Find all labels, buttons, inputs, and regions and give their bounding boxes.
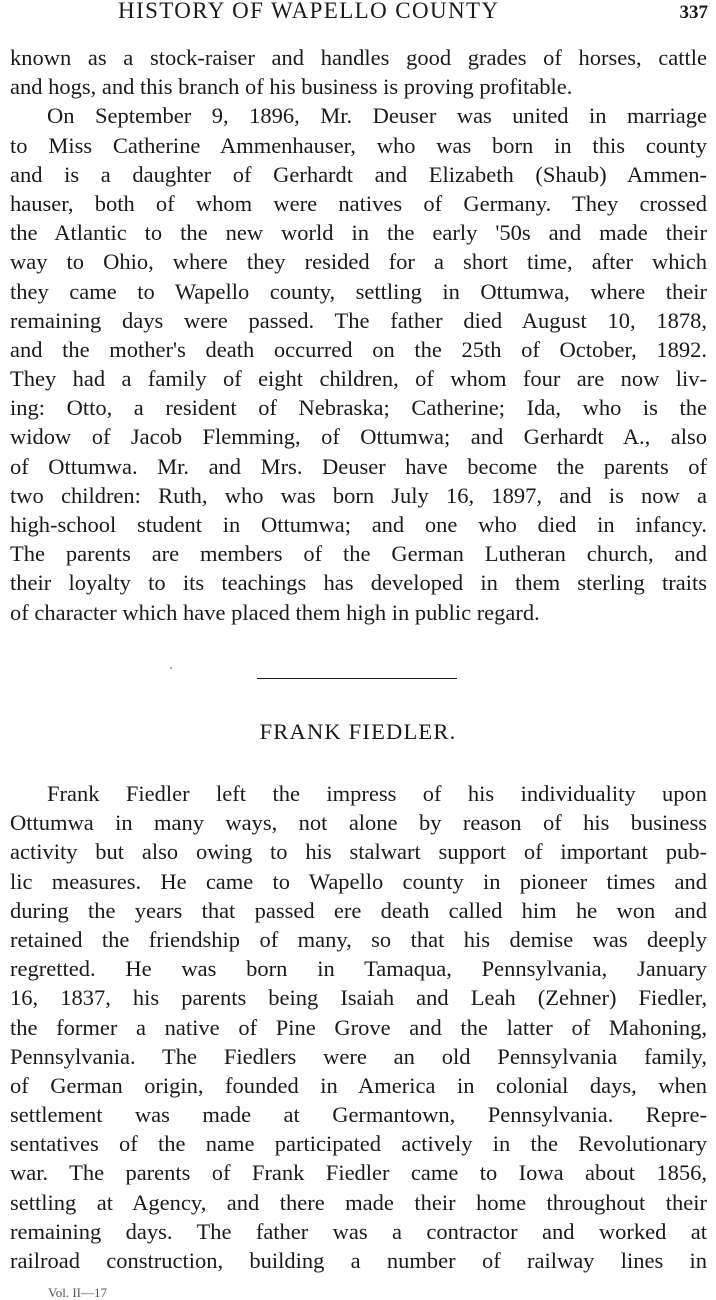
text-line: their loyalty to its teachings has developed in them sterling traits (10, 570, 707, 596)
text-line: lic measures. He came to Wapello county in pioneer times and (10, 868, 707, 894)
text-line: remaining days. The father was a contractor and worked at (10, 1218, 707, 1244)
text-line: Ottumwa in many ways, not alone by reason of his business (10, 810, 707, 836)
page-number: 337 (679, 2, 708, 23)
text-line: 16, 1837, his parents being Isaiah and Leah (Zehner) Fiedler, (10, 985, 707, 1011)
text-line: widow of Jacob Flemming, of Ottumwa; and Gerhardt A., also (10, 424, 707, 450)
text-line: hauser, both of whom were natives of Germany. They crossed (10, 190, 707, 216)
text-line: of Ottumwa. Mr. and Mrs. Deuser have become the parents of (10, 453, 707, 479)
print-speck (170, 667, 172, 669)
text-line: war. The parents of Frank Fiedler came to Iowa about 1856, (10, 1160, 707, 1186)
text-line: during the years that passed ere death called him he won and (10, 897, 707, 923)
text-line: to Miss Catherine Ammenhauser, who was born in this county (10, 132, 707, 158)
text-line: of character which have placed them high in public regard. (10, 599, 540, 625)
section-heading: FRANK FIEDLER. (259, 719, 457, 744)
text-line: of German origin, founded in America in colonial days, when (10, 1072, 707, 1098)
text-line: regretted. He was born in Tamaqua, Pennsylvania, January (10, 956, 707, 982)
text-line: and is a daughter of Gerhardt and Elizabeth (Shaub) Ammen- (10, 161, 707, 187)
text-line: They had a family of eight children, of whom four are now liv- (10, 366, 707, 392)
text-line: high-school student in Ottumwa; and one who died in infancy. (10, 512, 707, 537)
text-line: On September 9, 1896, Mr. Deuser was united in marriage (47, 103, 707, 129)
fiedler-biography (10, 779, 707, 1275)
text-line: way to Ohio, where they resided for a short time, after which (10, 249, 707, 275)
text-line: retained the friendship of many, so that his demise was deeply (10, 926, 707, 952)
text-line: they came to Wapello county, settling in Ottumwa, where their (10, 278, 707, 304)
signature-mark: Vol. II—17 (48, 1285, 107, 1300)
text-line: two children: Ruth, who was born July 16, 1897, and is now a (10, 482, 707, 508)
text-line: The parents are members of the German Lutheran church, and (10, 541, 707, 567)
text-line: and hogs, and this branch of his business is proving profitable. (10, 74, 573, 100)
text-line: the former a native of Pine Grove and the latter of Mahoning, (10, 1014, 707, 1040)
text-line: Frank Fiedler left the impress of his individuality upon (47, 781, 707, 806)
text-line: known as a stock-raiser and handles good grades of horses, cattle (10, 45, 707, 70)
text-line: ing: Otto, a resident of Nebraska; Catherine; Ida, who is the (10, 395, 707, 421)
text-line: sentatives of the name participated actively in the Revolutionary (10, 1131, 707, 1157)
text-line: settling at Agency, and there made their home throughout their (10, 1189, 707, 1215)
running-title: HISTORY OF WAPELLO COUNTY (118, 0, 500, 23)
text-line: the Atlantic to the new world in the early '50s and made their (10, 220, 707, 246)
deuser-biography-continuation (10, 43, 707, 627)
text-line: settlement was made at Germantown, Pennsylvania. Repre- (10, 1102, 707, 1128)
section-divider-rule (257, 678, 457, 679)
running-head (0, 0, 716, 30)
text-line: remaining days were passed. The father died August 10, 1878, (10, 307, 707, 333)
text-line: activity but also owing to his stalwart support of important pub- (10, 839, 707, 865)
text-line: railroad construction, building a number of railway lines in (10, 1248, 707, 1273)
text-line: and the mother's death occurred on the 25th of October, 1892. (10, 336, 707, 362)
text-line: Pennsylvania. The Fiedlers were an old Pennsylvania family, (10, 1043, 707, 1069)
